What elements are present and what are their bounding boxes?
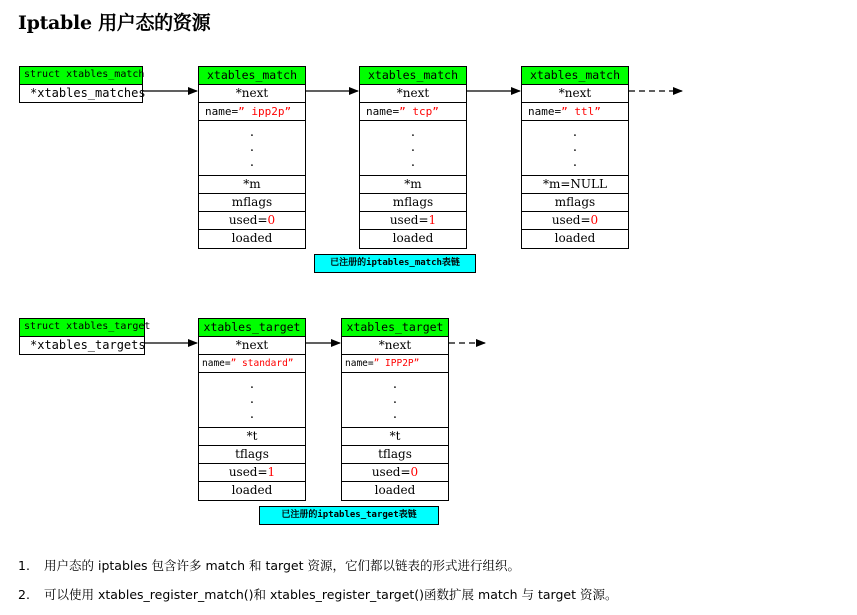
used-prefix: used= xyxy=(551,213,591,227)
note-number: 2. xyxy=(18,587,30,602)
used-prefix: used= xyxy=(228,465,268,479)
dot: . xyxy=(410,125,416,140)
node-ptr: *m=NULL xyxy=(522,176,628,194)
node-ptr: *m xyxy=(199,176,305,194)
used-value: 1 xyxy=(267,465,276,479)
name-value: ” standard” xyxy=(230,358,294,369)
node-loaded: loaded xyxy=(231,231,273,245)
node-flags: tflags xyxy=(199,446,305,464)
match-head-label: struct xtables_match xyxy=(20,67,142,85)
node-ptr: *m xyxy=(360,176,466,194)
node-ptr: *t xyxy=(342,428,448,446)
dot: . xyxy=(249,392,255,407)
node-next: *next xyxy=(522,85,628,103)
name-value: ” IPP2P” xyxy=(373,358,420,369)
target-head-label: struct xtables_target xyxy=(20,319,144,337)
node-loaded: loaded xyxy=(392,231,434,245)
used-prefix: used= xyxy=(228,213,268,227)
note-number: 1. xyxy=(18,558,30,573)
target-head-value: *xtables_targets xyxy=(30,338,146,352)
dot: . xyxy=(572,140,578,155)
node-next: *next xyxy=(199,85,305,103)
node-loaded: loaded xyxy=(231,483,273,497)
dot: . xyxy=(249,377,255,392)
node-header: xtables_match xyxy=(522,67,628,85)
name-value: ” tcp” xyxy=(399,105,439,118)
node-next: *next xyxy=(360,85,466,103)
node-flags: mflags xyxy=(199,194,305,212)
note-2 xyxy=(18,585,617,603)
name-prefix: name= xyxy=(345,358,374,369)
note-1 xyxy=(18,556,520,574)
node-header: xtables_target xyxy=(199,319,305,337)
dot: . xyxy=(249,407,255,422)
dot: . xyxy=(249,155,255,170)
used-value: 0 xyxy=(267,213,276,227)
node-loaded: loaded xyxy=(374,483,416,497)
name-prefix: name= xyxy=(366,105,400,118)
node-flags: tflags xyxy=(342,446,448,464)
dot: . xyxy=(410,140,416,155)
node-flags: mflags xyxy=(522,194,628,212)
match-head-value: *xtables_matches xyxy=(30,86,146,100)
dot: . xyxy=(249,125,255,140)
used-value: 0 xyxy=(410,465,419,479)
node-ptr: *t xyxy=(199,428,305,446)
target-caption: 已注册的iptables_target表链 xyxy=(259,506,439,525)
used-prefix: used= xyxy=(371,465,411,479)
node-flags: mflags xyxy=(360,194,466,212)
dot: . xyxy=(249,140,255,155)
note-text: 用户态的 iptables 包含许多 match 和 target 资源，它们都以链表的形式进行组织。 xyxy=(44,558,520,573)
dot: . xyxy=(392,407,398,422)
name-value: ” ipp2p” xyxy=(238,105,292,118)
node-header: xtables_match xyxy=(360,67,466,85)
dot: . xyxy=(572,155,578,170)
note-text: 可以使用 xtables_register_match()和 xtables_register_target()函数扩展 match 与 target 资源。 xyxy=(44,587,618,602)
node-header: xtables_target xyxy=(342,319,448,337)
name-value: ” ttl” xyxy=(561,105,601,118)
name-prefix: name= xyxy=(202,358,231,369)
used-value: 1 xyxy=(428,213,437,227)
node-next: *next xyxy=(199,337,305,355)
used-value: 0 xyxy=(590,213,599,227)
dot: . xyxy=(410,155,416,170)
node-next: *next xyxy=(342,337,448,355)
node-header: xtables_match xyxy=(199,67,305,85)
used-prefix: used= xyxy=(389,213,429,227)
node-loaded: loaded xyxy=(554,231,596,245)
dot: . xyxy=(392,392,398,407)
dot: . xyxy=(572,125,578,140)
dot: . xyxy=(392,377,398,392)
page-title: Iptable 用户态的资源 xyxy=(18,12,211,34)
name-prefix: name= xyxy=(205,105,239,118)
match-caption: 已注册的iptables_match表链 xyxy=(314,254,476,273)
name-prefix: name= xyxy=(528,105,562,118)
